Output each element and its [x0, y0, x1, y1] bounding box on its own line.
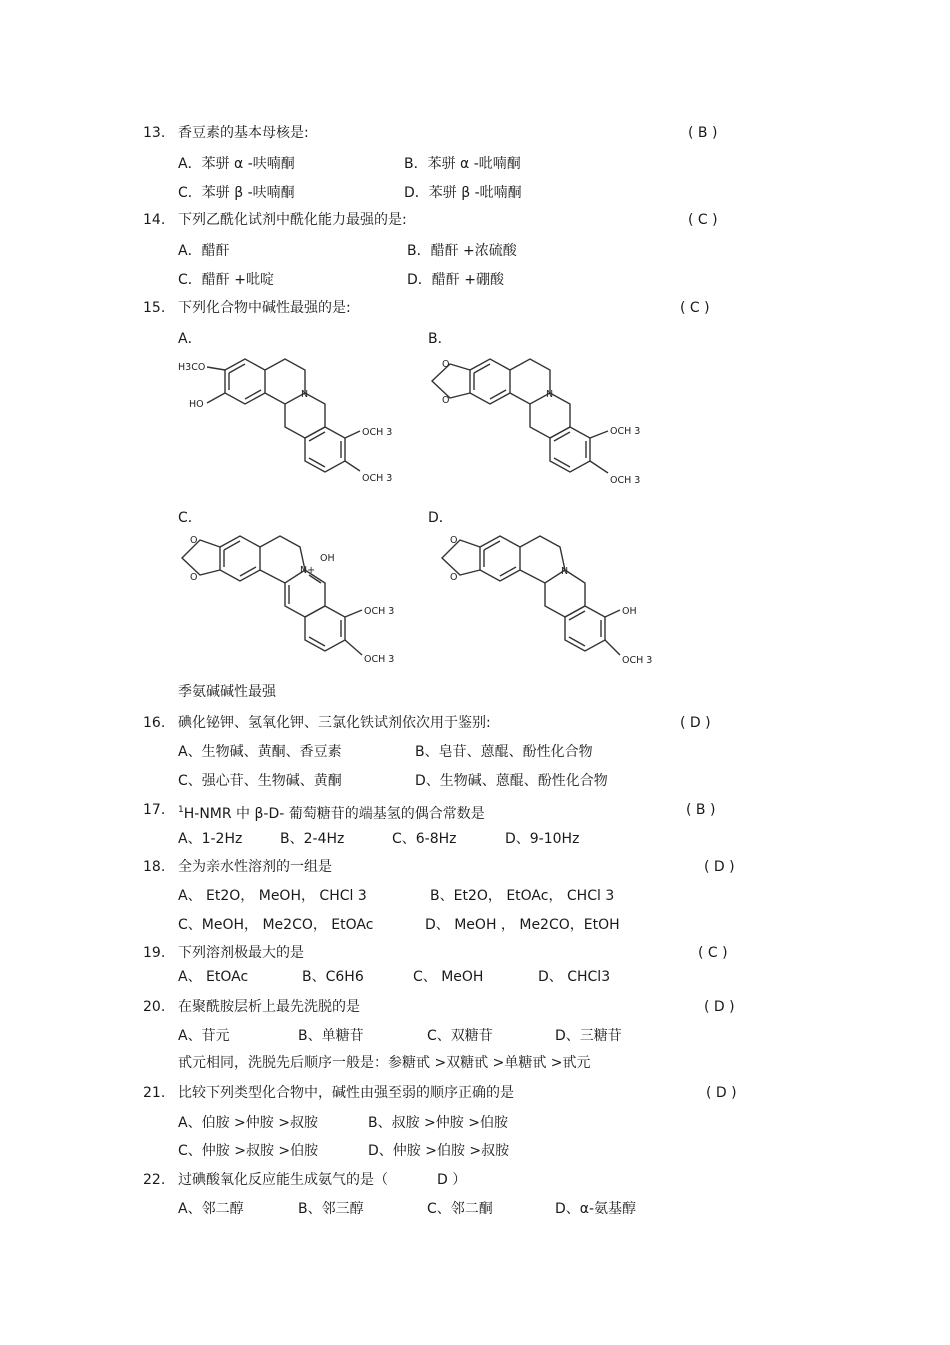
q17-option-a[interactable]: A、1-2Hz	[178, 831, 243, 847]
o-label: O	[450, 535, 458, 546]
q22-option-b[interactable]: B、邻三醇	[298, 1201, 364, 1217]
q20-number: 20.	[143, 999, 166, 1015]
q18-option-a[interactable]: A、 Et2O， MeOH， CHCl 3	[178, 888, 367, 904]
q19-option-d[interactable]: D、 CHCl3	[538, 969, 611, 985]
q13-option-a[interactable]: A．苯骈 α -呋喃酮	[178, 156, 295, 172]
q13-text: 香豆素的基本母核是:	[178, 125, 309, 141]
q22-option-d[interactable]: D、α-氨基醇	[555, 1201, 637, 1217]
q14-option-b[interactable]: B．醋酐 +浓硫酸	[407, 243, 517, 259]
och3-label: OCH 3	[610, 475, 641, 486]
o-label: O	[442, 395, 450, 406]
oh-label: OH	[320, 553, 335, 564]
q15-number: 15.	[143, 300, 166, 316]
och3-label: OCH 3	[362, 473, 393, 484]
oh-label: OH	[622, 606, 637, 617]
n-label: N	[561, 566, 569, 577]
q17-option-c[interactable]: C、6-8Hz	[392, 831, 457, 847]
q15-label-c[interactable]: C．	[178, 510, 202, 526]
q17-option-d[interactable]: D、9-10Hz	[505, 831, 580, 847]
q20-note: 甙元相同，洗脱先后顺序一般是：参糖甙 >双糖甙 >单糖甙 >甙元	[178, 1055, 591, 1071]
q13-number: 13.	[143, 125, 166, 141]
o-label: O	[190, 572, 198, 583]
q21-answer: ( D )	[706, 1085, 737, 1101]
q21-option-b[interactable]: B、叔胺 >仲胺 >伯胺	[368, 1115, 508, 1131]
q16-text: 碘化铋钾、氢氧化钾、三氯化铁试剂依次用于鉴别:	[178, 715, 491, 731]
q19-answer: ( C )	[698, 945, 728, 961]
q15-label-d[interactable]: D．	[428, 510, 453, 526]
structure-b	[420, 345, 660, 495]
q22-option-a[interactable]: A、邻二醇	[178, 1201, 244, 1217]
q18-text: 全为亲水性溶剂的一组是	[178, 859, 332, 875]
structure-c	[170, 525, 410, 675]
q20-option-c[interactable]: C、双糖苷	[427, 1028, 493, 1044]
q13-answer: ( B )	[688, 125, 718, 141]
q13-option-d[interactable]: D．苯骈 β -吡喃酮	[404, 185, 522, 201]
q21-option-c[interactable]: C、仲胺 >叔胺 >伯胺	[178, 1143, 319, 1159]
h3co-label: H3CO	[178, 362, 206, 373]
q17-answer: ( B )	[686, 802, 716, 818]
q17-number: 17.	[143, 802, 166, 818]
q18-option-b[interactable]: B、Et2O， EtOAc， CHCl 3	[430, 888, 615, 904]
q21-text: 比较下列类型化合物中，碱性由强至弱的顺序正确的是	[178, 1085, 514, 1101]
q14-text: 下列乙酰化试剂中酰化能力最强的是:	[178, 212, 407, 228]
o-label: O	[190, 535, 198, 546]
q17-text-line	[178, 801, 485, 823]
q17-superscript: 1	[178, 805, 184, 815]
q20-option-b[interactable]: B、单糖苷	[298, 1028, 364, 1044]
q19-number: 19.	[143, 945, 166, 961]
q21-number: 21.	[143, 1085, 166, 1101]
q14-option-c[interactable]: C．醋酐 +吡啶	[178, 272, 274, 288]
q19-text: 下列溶剂极最大的是	[178, 945, 304, 961]
q16-option-d[interactable]: D、生物碱、蒽醌、酚性化合物	[415, 773, 608, 789]
q14-option-a[interactable]: A．醋酐	[178, 243, 230, 259]
q13-option-c[interactable]: C．苯骈 β -呋喃酮	[178, 185, 295, 201]
q20-text: 在聚酰胺层析上最先洗脱的是	[178, 999, 360, 1015]
och3-label: OCH 3	[362, 427, 393, 438]
q16-option-b[interactable]: B、皂苷、蒽醌、酚性化合物	[415, 744, 593, 760]
q18-option-c[interactable]: C、MeOH， Me2CO， EtOAc	[178, 917, 374, 933]
ho-label: HO	[189, 399, 204, 410]
q14-answer: ( C )	[688, 212, 718, 228]
q16-number: 16.	[143, 715, 166, 731]
q19-option-b[interactable]: B、C6H6	[302, 969, 364, 985]
structure-d	[425, 525, 665, 675]
n-plus-label: N+	[300, 565, 316, 576]
q17-text: H-NMR 中 β-D- 葡萄糖苷的端基氢的偶合常数是	[183, 806, 485, 822]
q15-answer: ( C )	[680, 300, 710, 316]
q13-option-b[interactable]: B．苯骈 α -吡喃酮	[404, 156, 521, 172]
q18-option-d[interactable]: D、 MeOH ， Me2CO，EtOH	[425, 917, 620, 933]
q14-option-d[interactable]: D．醋酐 +硼酸	[407, 272, 504, 288]
q19-option-a[interactable]: A、 EtOAc	[178, 969, 249, 985]
structure-a	[175, 345, 405, 495]
och3-label: OCH 3	[610, 426, 641, 437]
q20-answer: ( D )	[704, 999, 735, 1015]
q20-option-d[interactable]: D、三糖苷	[555, 1028, 622, 1044]
q21-option-a[interactable]: A、伯胺 >仲胺 >叔胺	[178, 1115, 318, 1131]
q22-option-c[interactable]: C、邻二酮	[427, 1201, 493, 1217]
och3-label: OCH 3	[364, 654, 395, 665]
q15-label-b[interactable]: B．	[428, 331, 452, 347]
och3-label: OCH 3	[622, 655, 653, 666]
q18-number: 18.	[143, 859, 166, 875]
q16-answer: ( D )	[680, 715, 711, 731]
q16-option-c[interactable]: C、强心苷、生物碱、黄酮	[178, 773, 342, 789]
q15-note: 季氨碱碱性最强	[178, 684, 276, 700]
q17-option-b[interactable]: B、2-4Hz	[280, 831, 345, 847]
n-label: N	[301, 389, 309, 400]
q18-answer: ( D )	[704, 859, 735, 875]
q22-answer: D ）	[437, 1172, 467, 1188]
n-label: N	[546, 389, 554, 400]
q15-text: 下列化合物中碱性最强的是:	[178, 300, 351, 316]
q15-label-a[interactable]: A．	[178, 331, 202, 347]
och3-label: OCH 3	[364, 606, 395, 617]
q19-option-c[interactable]: C、 MeOH	[413, 969, 484, 985]
q20-option-a[interactable]: A、苷元	[178, 1028, 230, 1044]
q22-text: 过碘酸氧化反应能生成氨气的是（	[178, 1172, 388, 1188]
q22-number: 22.	[143, 1172, 166, 1188]
q21-option-d[interactable]: D、仲胺 >伯胺 >叔胺	[368, 1143, 510, 1159]
q16-option-a[interactable]: A、生物碱、黄酮、香豆素	[178, 744, 342, 760]
o-label: O	[450, 572, 458, 583]
o-label: O	[442, 359, 450, 370]
q14-number: 14.	[143, 212, 166, 228]
